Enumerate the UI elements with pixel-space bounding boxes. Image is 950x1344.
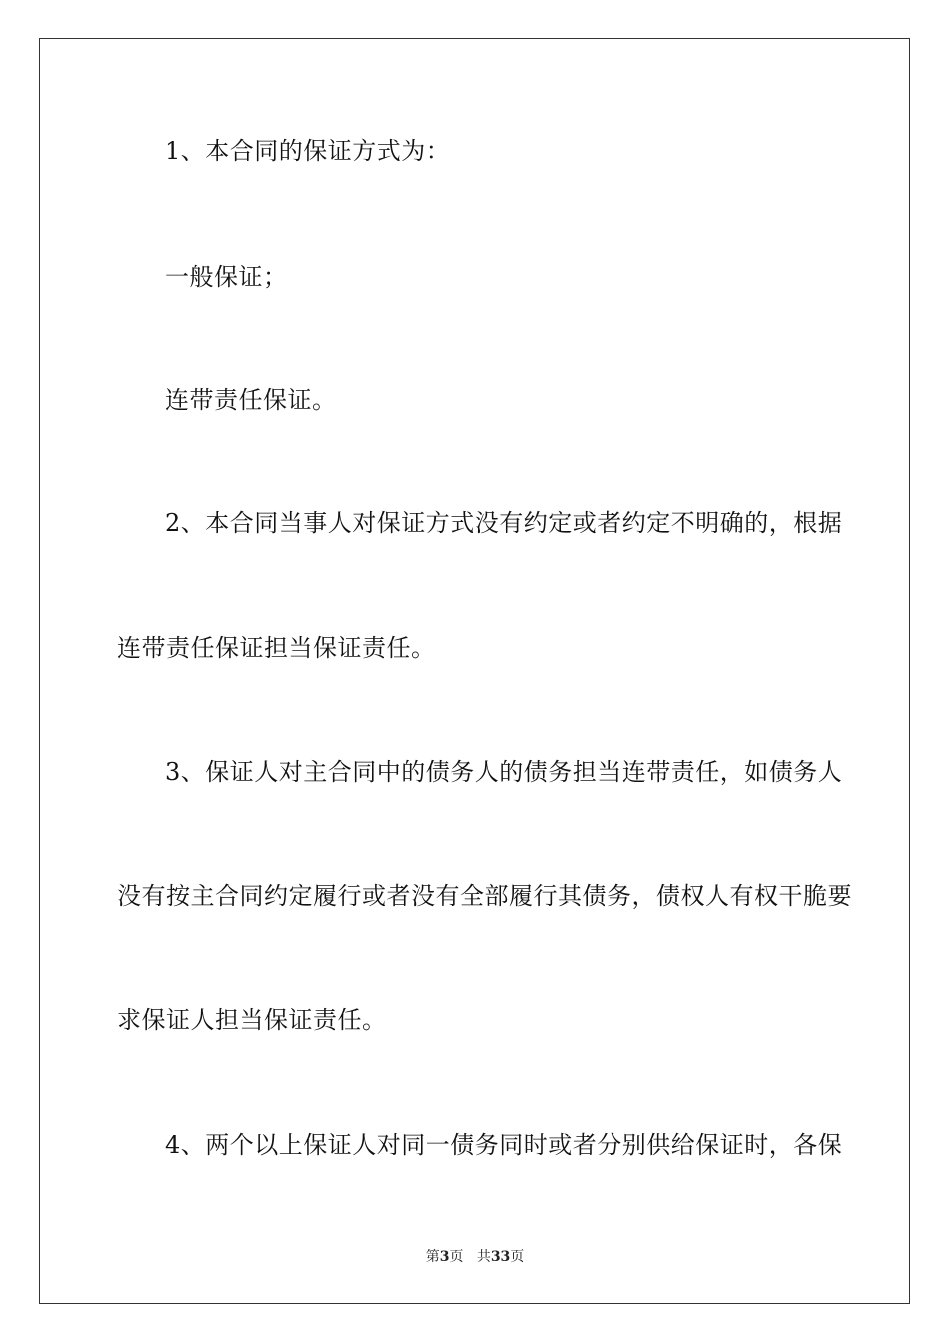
paragraph-line: 连带责任保证担当保证责任。 — [117, 634, 436, 662]
footer-page-number: 3 — [439, 1249, 450, 1265]
paragraph-line: 连带责任保证。 — [165, 386, 337, 414]
footer-page-suffix: 页 — [449, 1249, 464, 1265]
footer-prefix: 第 — [425, 1249, 440, 1265]
page-footer — [0, 1246, 950, 1266]
paragraph-line: 4、两个以上保证人对同一债务同时或者分别供给保证时，各保 — [165, 1131, 843, 1159]
paragraph-line: 3、保证人对主合同中的债务人的债务担当连带责任，如债务人 — [165, 758, 843, 786]
paragraph-line: 1、本合同的保证方式为： — [165, 137, 451, 165]
footer-total-suffix: 页 — [510, 1249, 525, 1265]
paragraph-line: 求保证人担当保证责任。 — [117, 1006, 387, 1034]
paragraph-line: 没有按主合同约定履行或者没有全部履行其债务，债权人有权干脆要 — [117, 882, 852, 910]
footer-total-pages: 33 — [490, 1249, 511, 1265]
footer-total-prefix: 共 — [476, 1249, 491, 1265]
page-border — [39, 38, 910, 1304]
paragraph-line: 2、本合同当事人对保证方式没有约定或者约定不明确的，根据 — [165, 509, 843, 537]
paragraph-line: 一般保证； — [165, 263, 288, 291]
